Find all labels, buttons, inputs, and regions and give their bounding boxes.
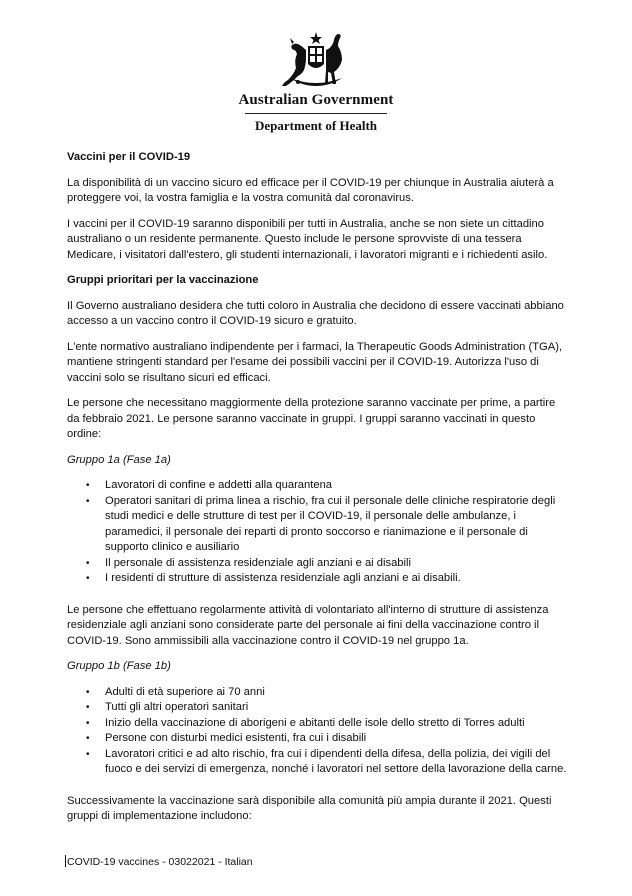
eligibility-paragraph: I vaccini per il COVID-19 saranno disponibili per tutti in Australia, anche se non siete un cittadino australiano o un residente permanente. Questo include le persone sprovviste di una tessera Medicare, i visitatori dall'estero, gli studenti internazionali, i lavoratori migranti e i richiedenti asilo. — [67, 217, 548, 261]
bullet-icon: • — [86, 717, 90, 729]
group-1a-label: Gruppo 1a (Fase 1a) — [67, 453, 171, 466]
text-cursor — [65, 855, 66, 867]
list-item: • Lavoratori critici e ad alto rischio, fra cui i dipendenti della difesa, della polizia, dei vigili del fuoco e dei servizi di emergenza, nonché i lavoratori nel settore della lavorazione della carne. — [86, 747, 567, 775]
page-footer — [65, 855, 253, 868]
list-item: • Adulti di età superiore ai 70 anni — [105, 685, 567, 701]
bullet-icon: • — [86, 748, 90, 760]
list-item: • Il personale di assistenza residenziale agli anziani e ai disabili — [105, 556, 567, 572]
document-title: Vaccini per il COVID-19 — [67, 151, 191, 163]
order-paragraph: Le persone che necessitano maggiormente della protezione saranno vaccinate per prime, a partire da febbraio 2021. Le persone saranno vaccinate in gruppi. I gruppi saranno vaccinati in questo ordine: — [67, 397, 556, 440]
page-header — [0, 30, 632, 134]
list-item: • Inizio della vaccinazione di aborigeni e abitanti delle isole dello stretto di Torres adulti — [105, 716, 567, 732]
priority-heading: Gruppi prioritari per la vaccinazione — [67, 274, 259, 286]
document-body — [67, 150, 567, 835]
bullet-icon: • — [86, 702, 90, 713]
footer-text: COVID-19 vaccines - 03022021 - Italian — [67, 856, 253, 868]
group-1b-label: Gruppo 1b (Fase 1b) — [67, 660, 171, 672]
intro-paragraph: La disponibilità di un vaccino sicuro ed efficace per il COVID-19 per chiunque in Australia aiuterà a proteggere voi, la vostra famiglia e la vostra comunità dal coronavirus. — [67, 176, 554, 204]
volunteers-paragraph: Le persone che effettuano regolarmente attività di volontariato all'interno di strutture di assistenza residenziale agli anziani sono considerate parte del personale ai fini della vaccinazione contro il COVID-19. Sono ammissibili alla vaccinazione contro il COVID-19 nel gruppo 1a. — [67, 603, 549, 647]
group-1b-list — [67, 685, 567, 778]
bullet-icon: • — [86, 686, 90, 698]
bullet-icon: • — [86, 733, 90, 744]
list-item: • Tutti gli altri operatori sanitari — [105, 700, 567, 716]
tga-paragraph: L'ente normativo australiano indipendente per i farmaci, la Therapeutic Goods Administration (TGA), mantiene stringenti standard per l'esame dei possibili vaccini per il COVID-19. Autorizza l'uso di vaccini solo se risultano sicuri ed efficaci. — [67, 340, 563, 384]
bullet-icon: • — [86, 480, 90, 491]
department-name: Department of Health — [254, 118, 378, 133]
government-name: Australian Government — [238, 92, 394, 108]
bullet-icon: • — [86, 495, 90, 507]
header-divider — [245, 113, 387, 114]
list-item: • Persone con disturbi medici esistenti, fra cui i disabili — [105, 731, 567, 747]
list-item: • Lavoratori di confine e addetti alla quarantena — [105, 478, 567, 494]
bullet-icon: • — [86, 557, 90, 569]
bullet-icon: • — [86, 573, 90, 584]
coat-of-arms-icon — [270, 30, 362, 90]
list-item: • Operatori sanitari di prima linea a rischio, fra cui il personale delle cliniche respiratorie degli studi medici e delle strutture di test per il COVID-19, il personale delle ambulanze, i paramedici, il personale dei reparti di pronto soccorso e rianimazione e il personale di supporto clinico e ausiliario — [86, 494, 556, 553]
group-1a-list — [67, 478, 567, 587]
list-item: • I residenti di strutture di assistenza residenziale agli anziani e ai disabili. — [105, 571, 567, 587]
rollout-paragraph: Successivamente la vaccinazione sarà disponibile alla comunità più ampia durante il 2021. Questi gruppi di implementazione includono: — [67, 794, 552, 822]
government-paragraph: Il Governo australiano desidera che tutti coloro in Australia che decidono di essere vaccinati abbiano accesso a un vaccino contro il COVID-19 sicuro e gratuito. — [67, 299, 564, 327]
